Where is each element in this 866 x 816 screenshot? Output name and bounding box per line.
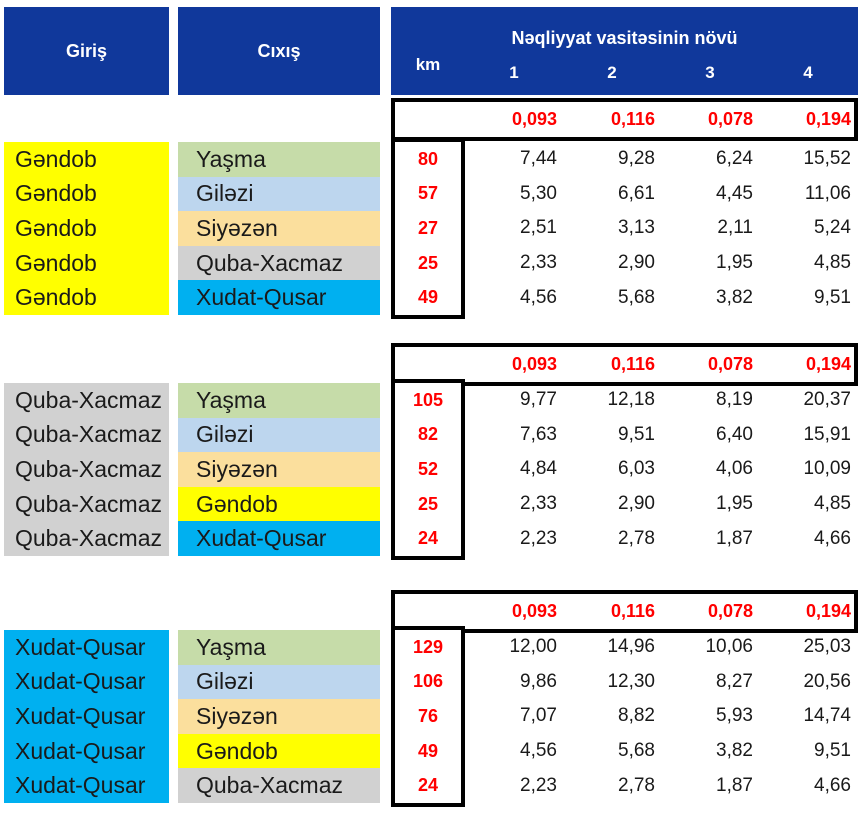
- value-cell: 4,56: [520, 740, 557, 762]
- value-cell: 12,30: [607, 670, 655, 692]
- rate-cell: 0,194: [805, 601, 851, 621]
- value-cell: 4,84: [520, 458, 557, 480]
- table-row: [465, 383, 858, 418]
- value-cell: 2,33: [520, 252, 557, 274]
- exit-cell: Siyəzən: [178, 452, 380, 487]
- km-cell: 106: [412, 671, 444, 692]
- entry-cell: Xudat-Qusar: [15, 668, 146, 695]
- value-cell: 6,40: [716, 423, 753, 445]
- exit-cell: Giləzi: [178, 665, 380, 700]
- table-row: [465, 665, 858, 700]
- value-cell: 6,61: [618, 182, 655, 204]
- value-cell: 14,96: [607, 636, 655, 658]
- km-cell: 49: [417, 287, 439, 308]
- value-cell: 15,52: [803, 148, 851, 170]
- rate-cell: 0,116: [610, 601, 655, 621]
- km-cell: 80: [417, 148, 439, 169]
- exit-cell: Xudat-Qusar: [178, 280, 380, 315]
- value-cell: 12,00: [509, 636, 557, 658]
- exit-cell: Yaşma: [178, 383, 380, 418]
- km-cell: 105: [412, 389, 444, 410]
- value-cell: 2,78: [618, 774, 655, 796]
- entry-column-header: Giriş: [4, 7, 169, 95]
- km-column: [391, 379, 465, 560]
- entry-cell: Xudat-Qusar: [15, 772, 146, 799]
- entry-cell: Quba-Xacmaz: [15, 455, 163, 482]
- table-row: [465, 768, 858, 803]
- value-cell: 8,19: [716, 389, 753, 411]
- entry-cell: Quba-Xacmaz: [15, 525, 163, 552]
- km-cell: 129: [412, 636, 444, 657]
- value-cell: 8,27: [716, 670, 753, 692]
- rate-cell: 0,078: [707, 601, 753, 621]
- table-row: [465, 418, 858, 453]
- value-cell: 9,86: [520, 670, 557, 692]
- entry-cell: Gəndob: [15, 284, 97, 311]
- value-cell: 7,63: [520, 423, 557, 445]
- table-row: [465, 630, 858, 665]
- value-cell: 2,33: [520, 493, 557, 515]
- exit-column-header: Cıxış: [178, 7, 380, 95]
- table-row: [465, 177, 858, 212]
- value-cell: 5,68: [618, 286, 655, 308]
- km-cell: 27: [417, 217, 439, 238]
- km-cell: 24: [417, 775, 439, 796]
- values-grid: [465, 142, 858, 315]
- value-cell: 20,56: [803, 670, 851, 692]
- entry-cell: Gəndob: [15, 214, 97, 241]
- value-cell: 2,23: [520, 774, 557, 796]
- rate-cell: 0,093: [511, 109, 557, 129]
- value-cell: 25,03: [803, 636, 851, 658]
- value-cell: 2,11: [717, 217, 753, 239]
- value-cell: 10,09: [803, 458, 851, 480]
- rate-cell: 0,078: [707, 109, 753, 129]
- entry-cell: Quba-Xacmaz: [15, 421, 163, 448]
- vehicle-class-1-header: 1: [509, 63, 519, 82]
- value-cell: 3,82: [716, 286, 753, 308]
- entry-cell: Quba-Xacmaz: [15, 490, 163, 517]
- vehicle-class-2-header: 2: [607, 63, 617, 82]
- value-cell: 3,13: [618, 217, 655, 239]
- value-cell: 9,28: [618, 148, 655, 170]
- table-row: [465, 142, 858, 177]
- value-cell: 7,07: [520, 705, 557, 727]
- rate-row: [391, 98, 858, 141]
- entry-cell: Xudat-Qusar: [15, 633, 146, 660]
- table-row: [465, 487, 858, 522]
- entry-cell: Gəndob: [15, 145, 97, 172]
- value-cell: 9,51: [618, 423, 655, 445]
- exit-cell: Giləzi: [178, 177, 380, 212]
- vehicle-class-3-header: 3: [705, 63, 715, 82]
- vehicle-type-header-block: [391, 7, 858, 95]
- entry-block: [4, 383, 169, 556]
- km-cell: 76: [417, 705, 439, 726]
- km-cell: 24: [417, 528, 439, 549]
- km-column-header: km: [415, 55, 441, 74]
- values-grid: [465, 383, 858, 556]
- value-cell: 2,90: [618, 252, 655, 274]
- km-cell: 52: [417, 458, 439, 479]
- value-cell: 11,06: [804, 182, 851, 204]
- value-cell: 1,95: [716, 252, 753, 274]
- value-cell: 6,03: [618, 458, 655, 480]
- value-cell: 8,82: [618, 705, 655, 727]
- rate-cell: 0,116: [610, 354, 655, 374]
- value-cell: 9,51: [814, 286, 851, 308]
- rate-cell: 0,093: [511, 601, 557, 621]
- value-cell: 10,06: [705, 636, 753, 658]
- value-cell: 2,78: [618, 527, 655, 549]
- table-row: [465, 452, 858, 487]
- value-cell: 12,18: [607, 389, 655, 411]
- table-row: [465, 699, 858, 734]
- value-cell: 15,91: [803, 423, 851, 445]
- table-row: [465, 211, 858, 246]
- table-row: [465, 521, 858, 556]
- value-cell: 4,06: [716, 458, 753, 480]
- exit-cell: Giləzi: [178, 418, 380, 453]
- exit-column: [178, 383, 380, 556]
- exit-cell: Yaşma: [178, 630, 380, 665]
- exit-cell: Gəndob: [178, 487, 380, 522]
- rate-cell: 0,194: [805, 354, 851, 374]
- value-cell: 7,44: [520, 148, 557, 170]
- value-cell: 1,95: [716, 493, 753, 515]
- value-cell: 3,82: [716, 740, 753, 762]
- km-cell: 49: [417, 740, 439, 761]
- value-cell: 5,30: [520, 182, 557, 204]
- value-cell: 2,23: [520, 527, 557, 549]
- value-cell: 4,85: [814, 252, 851, 274]
- exit-column: [178, 142, 380, 315]
- value-cell: 9,77: [520, 389, 557, 411]
- exit-cell: Quba-Xacmaz: [178, 246, 380, 281]
- value-cell: 14,74: [803, 705, 851, 727]
- entry-cell: Gəndob: [15, 180, 97, 207]
- value-cell: 5,93: [716, 705, 753, 727]
- vehicle-class-4-header: 4: [803, 63, 813, 82]
- exit-cell: Yaşma: [178, 142, 380, 177]
- exit-cell: Siyəzən: [178, 211, 380, 246]
- table-row: [465, 734, 858, 769]
- value-cell: 4,66: [814, 527, 851, 549]
- km-cell: 57: [417, 183, 439, 204]
- value-cell: 5,68: [618, 740, 655, 762]
- entry-cell: Gəndob: [15, 249, 97, 276]
- table-row: [465, 246, 858, 281]
- value-cell: 4,85: [814, 493, 851, 515]
- entry-block: [4, 142, 169, 315]
- exit-cell: Quba-Xacmaz: [178, 768, 380, 803]
- column-labels-row: [391, 51, 858, 95]
- value-cell: 5,24: [814, 217, 851, 239]
- value-cell: 2,51: [520, 217, 557, 239]
- value-cell: 1,87: [716, 774, 753, 796]
- value-cell: 6,24: [716, 148, 753, 170]
- km-column: [391, 626, 465, 807]
- km-column: [391, 138, 465, 319]
- exit-cell: Gəndob: [178, 734, 380, 769]
- values-grid: [465, 630, 858, 803]
- entry-cell: Quba-Xacmaz: [15, 386, 163, 413]
- value-cell: 20,37: [803, 389, 851, 411]
- table-row: [465, 280, 858, 315]
- value-cell: 2,90: [618, 493, 655, 515]
- km-cell: 82: [417, 424, 439, 445]
- entry-block: [4, 630, 169, 803]
- km-cell: 25: [417, 252, 439, 273]
- value-cell: 1,87: [716, 527, 753, 549]
- rate-cell: 0,194: [805, 109, 851, 129]
- exit-column: [178, 630, 380, 803]
- value-cell: 4,56: [520, 286, 557, 308]
- value-cell: 4,45: [716, 182, 753, 204]
- value-cell: 9,51: [814, 740, 851, 762]
- exit-cell: Xudat-Qusar: [178, 521, 380, 556]
- entry-cell: Xudat-Qusar: [15, 737, 146, 764]
- rate-cell: 0,078: [707, 354, 753, 374]
- rate-cell: 0,093: [511, 354, 557, 374]
- rate-cell: 0,116: [610, 109, 655, 129]
- value-cell: 4,66: [814, 774, 851, 796]
- km-cell: 25: [417, 493, 439, 514]
- entry-cell: Xudat-Qusar: [15, 702, 146, 729]
- vehicle-type-title: Nəqliyyat vasitəsinin növü: [511, 28, 738, 48]
- exit-cell: Siyəzən: [178, 699, 380, 734]
